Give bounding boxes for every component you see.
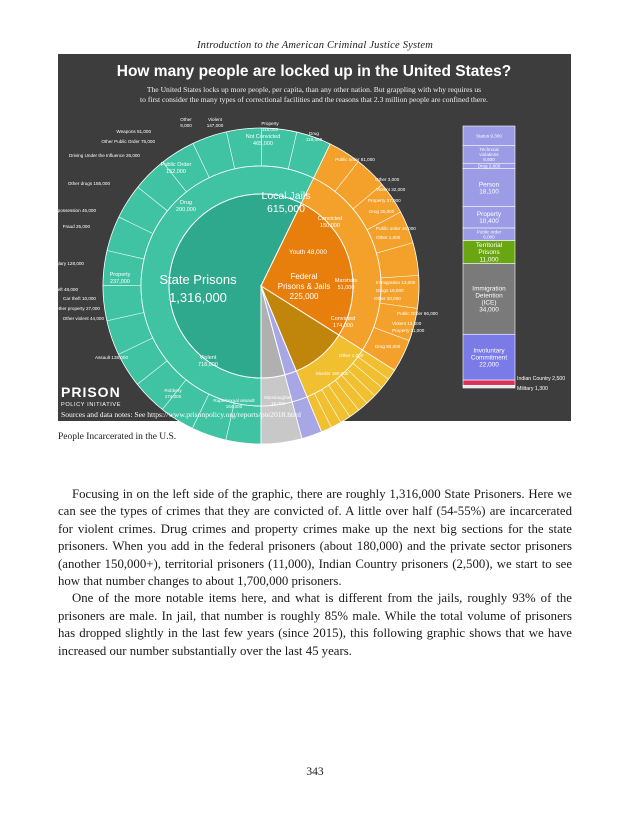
bar-label: Indian Country 2,500 [517,376,566,382]
bar-label: 8,600 [483,156,495,162]
bar-label: 6,000 [483,234,495,240]
outer-value: 18,000 [270,401,286,406]
bar-label: violations [479,151,499,157]
bar-label: Detention [475,292,503,300]
outer-label: Weapons 51,000 [116,129,151,134]
outer-label: Car theft 10,000 [63,296,96,301]
outer-label: Public order 46,000 [376,226,416,231]
bar-label: 18,100 [479,188,499,196]
outer-value: 147,000 [206,123,224,128]
outer-label: Robbery [164,388,182,393]
bar-label: 11,000 [479,256,499,264]
outer-label: Driving Under the Influence 26,000 [69,153,140,158]
middle-ring-value: 718,000 [198,362,218,368]
outer-label: Property 11,000 [392,328,425,333]
outer-label: Immigration 13,000 [376,280,416,285]
outer-label: Drug [309,131,319,136]
outer-label: Property [261,121,279,126]
outer-label: Public order 81,000 [335,157,375,162]
middle-ring-value: 237,000 [110,279,130,285]
bar-label: Military 1,300 [517,386,548,392]
outer-label: Drug 82,000 [375,344,401,349]
running-header: Introduction to the American Criminal Justice System [196,40,434,51]
paragraph-1: Focusing in on the left side of the graphic, there are roughly 1,316,000 State Prisoners. Here we can see the types of crimes that they are convicted of. A little over half (54-55%) are incarcerated for violent crimes. Drug crimes and property crimes make up the next big sections for the state prisoners. When you add in the federal prisoners (about 180,000) and the private sector prisoners (another 150,000+), territorial prisoners (11,000), Indian Country prisoners (2,500), we start to see how that number changes to about 1,700,000 prisoners. [58,487,572,589]
center-label-youth: Youth 48,000 [288,249,328,256]
bar-label: Prisons [478,249,500,257]
bar-segment [463,385,515,388]
middle-ring-label: Public Order [160,162,192,168]
outer-label: Other [180,117,192,122]
infographic-subtitle-2: to first consider the many types of correctional facilities and the reasons that 2.3 million people are confined there. [140,95,488,104]
outer-label: Drug 35,000 [369,209,395,214]
outer-label: Violent 32,000 [376,187,406,192]
outer-label: Other 3,000 [375,177,400,182]
outer-label: Rape/sexual assault [213,398,255,403]
middle-ring-label: Property [109,272,131,278]
outer-value: 174,000 [164,394,182,399]
bar-label: Drug 2,600 [477,163,501,169]
prison-policy-logo-sub: POLICY INITIATIVE [61,402,122,408]
bar-label: Technical [479,146,499,152]
infographic-subtitle-1: The United States locks up more people, per capita, than any other nation. But grappling with why requires us [146,85,482,94]
outer-label: Other 1,000 [339,353,364,358]
bar-label: 34,000 [479,306,499,314]
outer-label: Other drugs 155,000 [67,181,110,186]
outer-label: Violent [208,117,222,122]
middle-ring-label: Marshals [334,278,358,284]
outer-label: Other 20,000 [374,296,401,301]
outer-label: Assault 138,000 [95,355,128,360]
middle-ring-value: 174,000 [333,323,353,329]
outer-value: 116,000 [261,127,279,132]
bar-label: Immigration [472,285,506,293]
center-value-federal: 225,000 [289,292,319,301]
outer-label: Other violent 44,000 [62,316,104,321]
page-number: 343 [306,766,324,778]
middle-ring-label: Convicted [330,316,356,322]
outer-label: Other property 27,000 [55,306,100,311]
bar-label: Public order [476,229,502,235]
figure-caption: People Incarcerated in the U.S. [58,432,177,442]
center-value-jails: 615,000 [267,203,305,215]
outer-label: Violent 13,000 [392,321,422,326]
outer-label: Other 1,000 [376,235,401,240]
center-label-jails: Local Jails [261,190,311,202]
outer-label: Public Order 66,000 [397,311,438,316]
outer-label: Murder 180,000 [316,371,349,376]
outer-label: Burglary 128,000 [49,261,84,266]
bar-label: 10,400 [479,217,499,225]
infographic-figure [46,54,571,421]
middle-ring-label: Drug [180,200,192,206]
middle-ring-label: Not Convicted [245,134,281,140]
prison-policy-logo: PRISON [61,384,121,400]
bar-label: Person [478,181,500,189]
bar-label: (ICE) [481,299,497,307]
bar-label: Status 9,300 [476,133,502,139]
bar-label: Territorial [475,242,503,250]
bar-label: Commitment [470,354,508,362]
outer-label: Drug possession 45,000 [46,208,96,213]
infographic-title: How many people are locked up in the United States? [116,63,512,80]
outer-value: 118,000 [305,137,323,142]
center-label-state: State Prisons [159,272,237,287]
outer-value: 164,000 [225,404,243,409]
outer-label: Other Public Order 75,000 [101,139,155,144]
outer-label: Drugs 18,000 [376,288,404,293]
outer-label: Fraud 25,000 [62,224,90,229]
center-label-federal: Federal [290,272,318,281]
middle-ring-value: 150,000 [320,223,340,229]
incarceration-pie-chart [46,54,571,421]
center-label-federal-2: Prisons & Jails [277,282,331,291]
outer-label: Theft 48,000 [52,287,78,292]
middle-ring-label: Convicted [317,216,343,222]
middle-ring-value: 152,000 [166,169,186,175]
body-text [58,486,572,660]
bar-segment [463,380,515,385]
outer-label: Manslaughter [264,395,292,400]
center-value-state: 1,316,000 [169,290,227,305]
middle-ring-value: 465,000 [253,141,273,147]
bar-label: Involuntary [473,347,505,355]
bar-label: 22,000 [479,361,499,369]
paragraph-2: One of the more notable items here, and what is different from the jails, roughly 93% of the prisoners are male. In jail, that number is roughly 85% male. While the total volume of prisoners has dropped slightly in the last few years (since 2015), this following graphic shows that we have increased our number substantially over the last 45 years. [58,591,572,658]
sources-note: Sources and data notes: See https://www.prisonpolicy.org/reports/pie2018.html [61,410,302,419]
outer-label: Property 37,000 [368,198,401,203]
middle-ring-value: 200,000 [176,207,196,213]
middle-ring-label: Violent [199,355,217,361]
outer-value: 9,000 [180,123,192,128]
middle-ring-value: 51,000 [337,285,355,291]
bar-label: Property [476,210,502,218]
